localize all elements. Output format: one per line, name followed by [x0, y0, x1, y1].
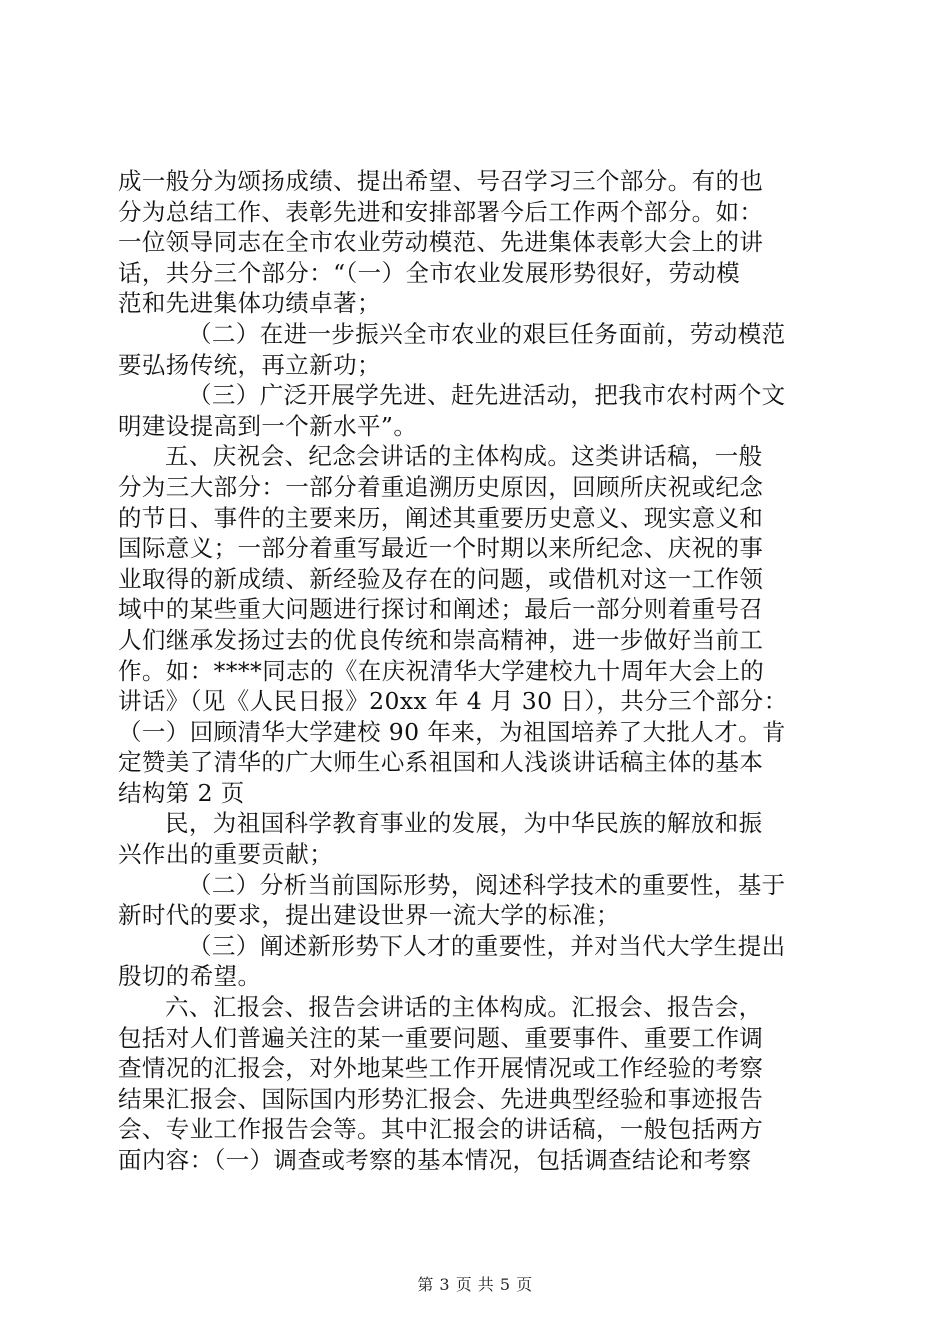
text-line: 六、汇报会、报告会讲话的主体构成。汇报会、报告会， — [165, 993, 763, 1022]
text-line: 讲话》（见《人民日报》20xx 年 4 月 30 日），共分三个部分： — [118, 687, 788, 716]
text-line: 结构第 2 页 — [118, 778, 245, 807]
text-line: 结果汇报会、国际国内形势汇报会、先进典型经验和事迹报告 — [118, 1084, 764, 1113]
text-line: 国际意义；一部分着重写最近一个时期以来所纪念、庆祝的事 — [118, 534, 764, 563]
text-line: 业取得的新成绩、新经验及存在的问题，或借机对这一工作领 — [118, 564, 764, 593]
text-line: 查情况的汇报会，对外地某些工作开展情况或工作经验的考察 — [118, 1054, 764, 1083]
text-line: 分为三大部分：一部分着重追溯历史原因，回顾所庆祝或纪念 — [118, 472, 764, 501]
text-line: 定赞美了清华的广大师生心系祖国和人浅谈讲话稿主体的基本 — [118, 748, 764, 777]
text-line: 殷切的希望。 — [118, 962, 262, 991]
text-line: 话，共分三个部分：“（一）全市农业发展形势很好，劳动模 — [118, 258, 741, 287]
document-body — [118, 166, 834, 1176]
text-line: 会、专业工作报告会等。其中汇报会的讲话稿，一般包括两方 — [118, 1115, 764, 1144]
text-line: 兴作出的重要贡献； — [118, 840, 334, 869]
text-line: 一位领导同志在全市农业劳动模范、先进集体表彰大会上的讲 — [118, 228, 764, 257]
text-line: 作。如：****同志的《在庆祝清华大学建校九十周年大会上的 — [118, 656, 765, 685]
text-line: （二）分析当前国际形势，阅述科学技术的重要性，基于 — [188, 870, 786, 899]
text-line: 新时代的要求，提出建设世界一流大学的标准； — [118, 901, 620, 930]
text-line: 分为总结工作、表彰先进和安排部署今后工作两个部分。如： — [118, 197, 764, 226]
text-line: （一）回顾清华大学建校 90 年来，为祖国培养了大批人才。肯 — [118, 717, 786, 746]
text-line: 五、庆祝会、纪念会讲话的主体构成。这类讲话稿，一般 — [165, 442, 763, 471]
page-footer: 第 3 页 共 5 页 — [417, 1275, 533, 1294]
text-line: （三）阐述新形势下人才的重要性，并对当代大学生提出 — [188, 931, 786, 960]
text-line: 包括对人们普遍关注的某一重要问题、重要事件、重要工作调 — [118, 1023, 764, 1052]
text-line: 成一般分为颂扬成绩、提出希望、号召学习三个部分。有的也 — [118, 167, 764, 195]
text-line: 域中的某些重大问题进行探讨和阐述；最后一部分则着重号召 — [118, 595, 764, 624]
text-line: （二）在进一步振兴全市农业的艰巨任务面前，劳动模范 — [188, 319, 786, 348]
text-line: 民，为祖国科学教育事业的发展，为中华民族的解放和振 — [165, 809, 763, 838]
text-line: 人们继承发扬过去的优良传统和崇高精神，进一步做好当前工 — [118, 625, 764, 654]
text-line: 范和先进集体功绩卓著； — [118, 289, 381, 318]
text-line: （三）广泛开展学先进、赶先进活动，把我市农村两个文 — [188, 381, 786, 410]
text-line: 的节日、事件的主要来历，阐述其重要历史意义、现实意义和 — [118, 503, 764, 532]
text-line: 面内容：（一）调查或考察的基本情况，包括调查结论和考察 — [118, 1146, 752, 1174]
text-line: 明建设提高到一个新水平”。 — [118, 411, 418, 440]
text-line: 要弘扬传统，再立新功； — [118, 350, 381, 379]
